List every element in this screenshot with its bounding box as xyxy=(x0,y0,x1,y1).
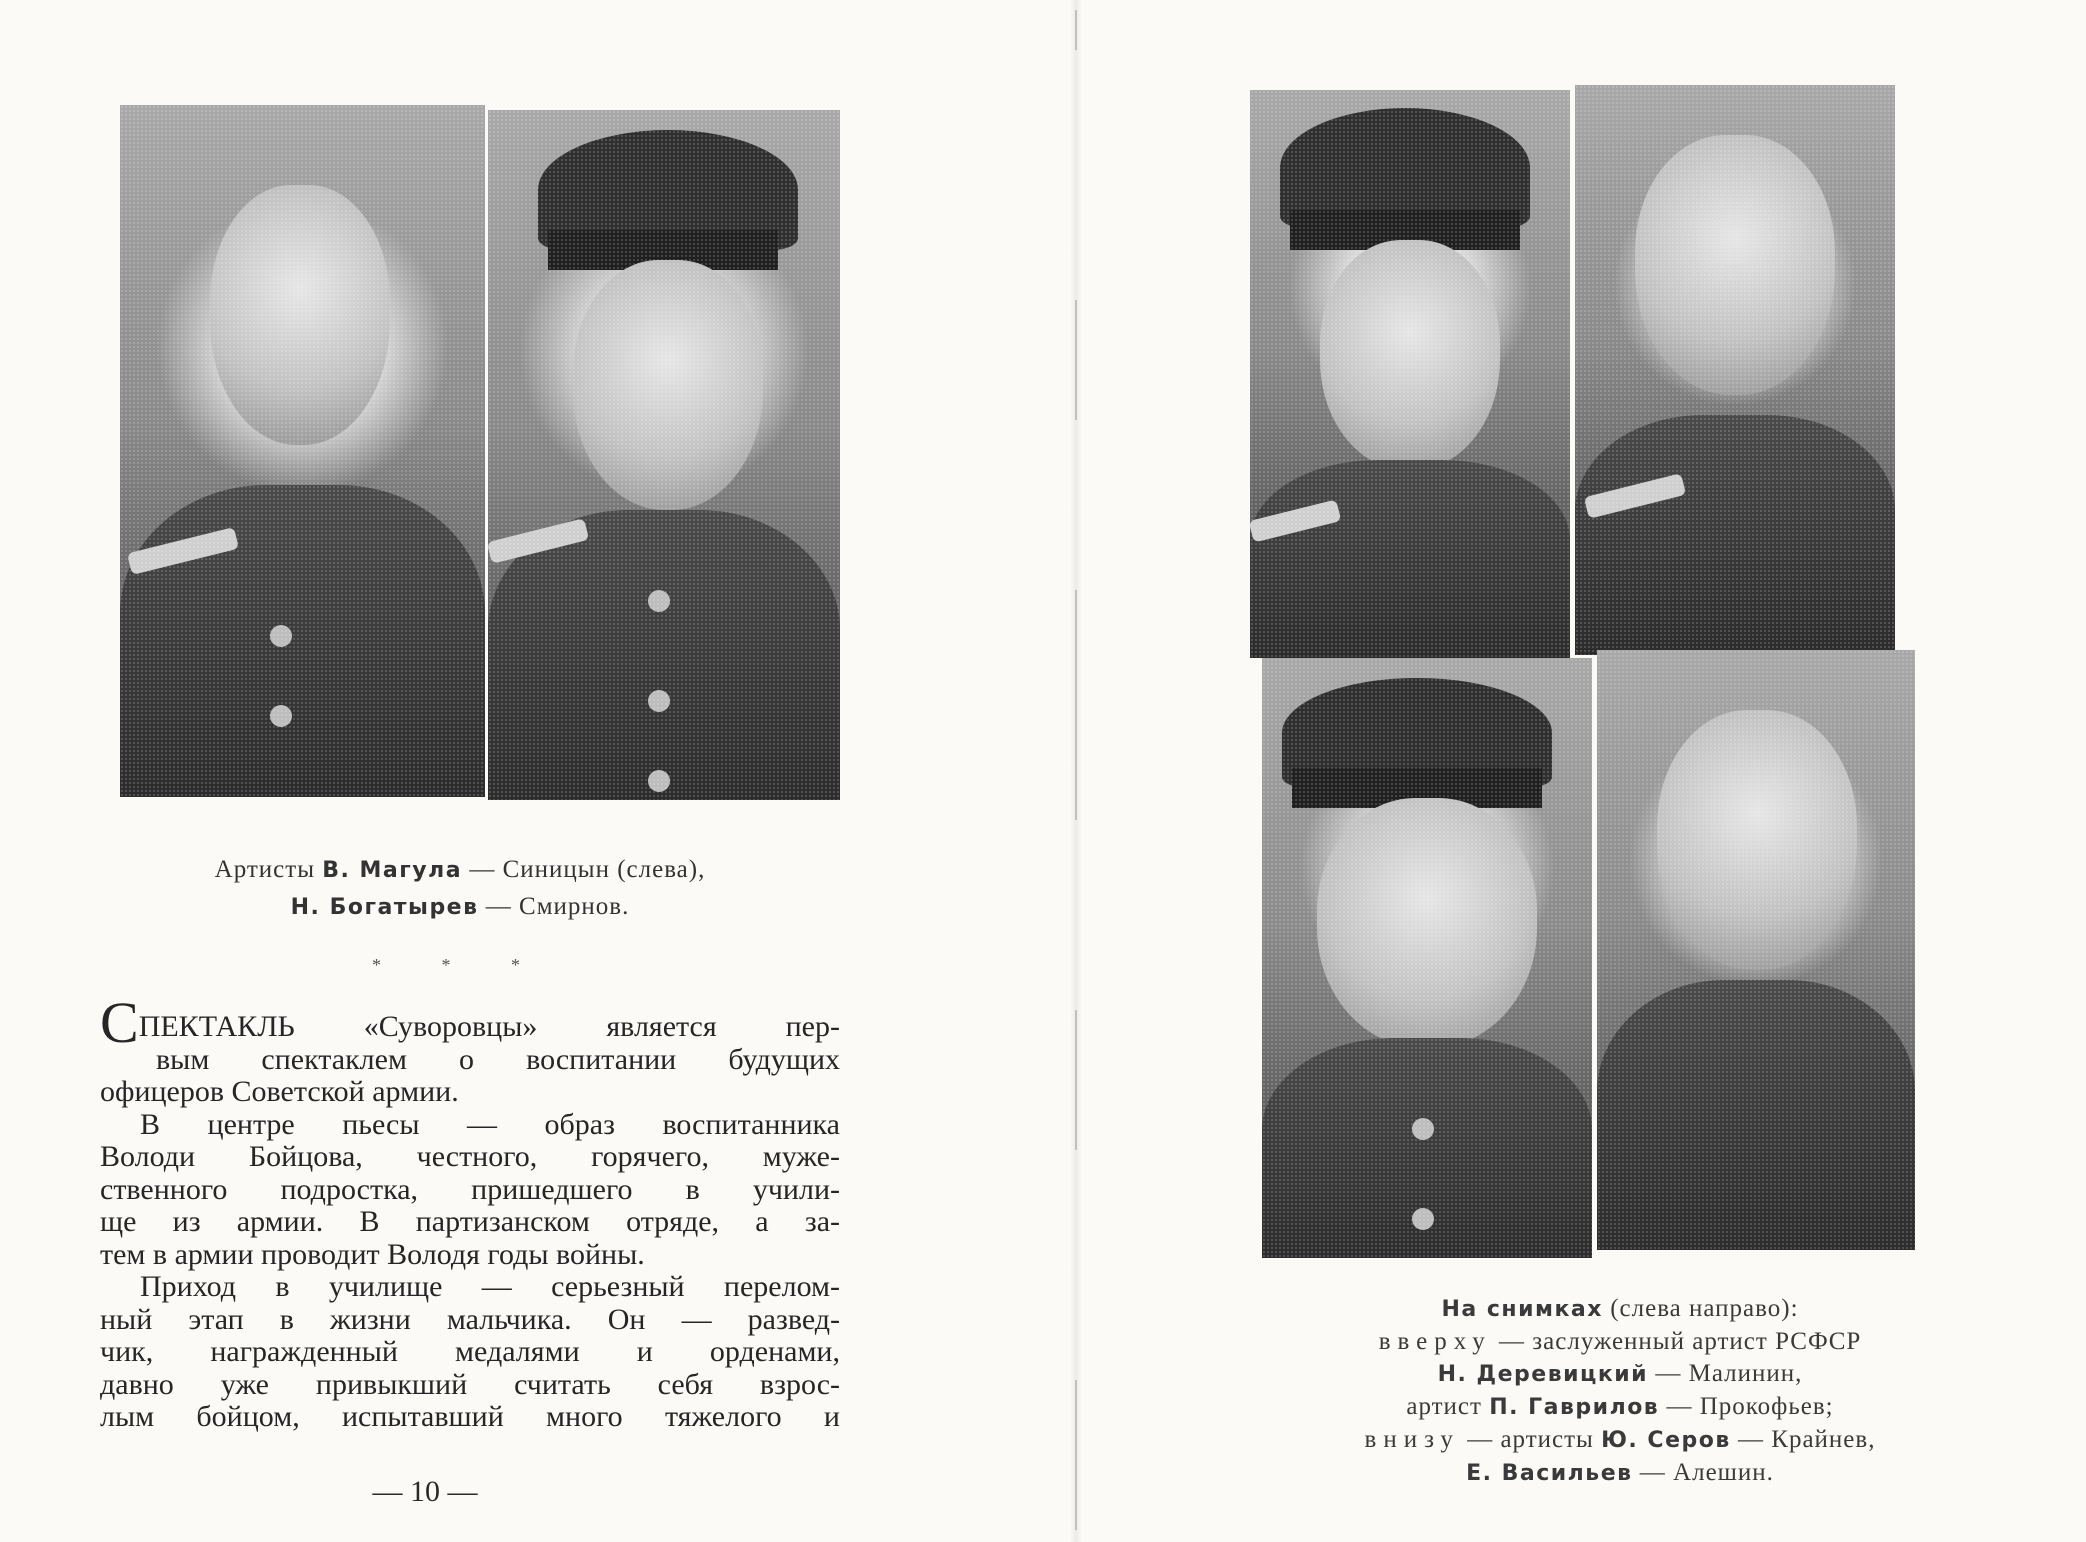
text-line: лым бойцом, испытавший много тяжелого и xyxy=(100,1400,840,1433)
actor-name: В. Магула xyxy=(322,858,463,883)
caption-name-4: Е. Васильев — Алешин. xyxy=(1466,1459,1774,1486)
text-line: СПЕКТАКЛЬ «Суворовцы» является пер- xyxy=(100,990,840,1055)
caption-text: — Смирнов. xyxy=(478,893,630,920)
photo-caption-left xyxy=(100,852,820,926)
page-number: — 10 — xyxy=(372,1475,478,1508)
text-line: ный этап в жизни мальчика. Он — развед- xyxy=(100,1302,840,1336)
text-line: Приход в училище — серьезный перелом- xyxy=(140,1270,840,1303)
text-line: Володи Бойцова, честного, горячего, муже- xyxy=(100,1140,840,1173)
drop-cap: С xyxy=(100,990,139,1055)
text-line: давно уже привыкший считать себя взрос- xyxy=(100,1367,840,1401)
caption-heading: На снимках (слева направо): xyxy=(1441,1295,1799,1322)
fold-mark xyxy=(1075,1010,1077,1150)
article-text xyxy=(100,990,840,1434)
photo-caption-right xyxy=(1200,1293,2040,1490)
photo-gavrilov xyxy=(1575,85,1895,655)
fold-mark xyxy=(1075,1380,1077,1530)
text-line: тем в армии проводит Володя годы войны. xyxy=(100,1237,645,1271)
caption-top-row: вверху — заслуженный артист РСФСР xyxy=(1378,1328,1862,1355)
photo-serov xyxy=(1262,658,1592,1258)
caption-name-1: Н. Деревицкий — Малинин, xyxy=(1437,1360,1803,1387)
photo-magula xyxy=(120,105,485,797)
text-line: офицеров Советской армии. xyxy=(100,1075,459,1108)
text-line: вым спектаклем о воспитании будущих xyxy=(156,1042,840,1076)
actor-name: Н. Богатырев xyxy=(290,895,479,920)
text-line: чик, награжденный медалями и орденами, xyxy=(100,1335,840,1368)
photo-vasiliev xyxy=(1597,650,1915,1250)
section-separator: * * * xyxy=(372,955,548,975)
caption-line-1 xyxy=(100,852,820,889)
caption-text: Артисты xyxy=(214,856,315,883)
text-line: ще из армии. В партизанском отряде, а за- xyxy=(100,1205,840,1238)
caption-text: — Синицын (слева), xyxy=(462,856,706,883)
caption-line-2 xyxy=(100,889,820,926)
photo-bogatyrev xyxy=(488,110,840,800)
fold-mark xyxy=(1075,10,1077,50)
photo-derevitsky xyxy=(1250,90,1570,658)
text-line: В центре пьесы — образ воспитанника xyxy=(140,1107,840,1141)
caption-bottom-row: внизу — артисты Ю. Серов — Крайнев, xyxy=(1364,1426,1876,1453)
caption-name-2: артист П. Гаврилов — Прокофьев; xyxy=(1406,1393,1834,1420)
fold-mark xyxy=(1075,300,1077,420)
fold-mark xyxy=(1075,590,1077,820)
text-line: ственного подростка, пришедшего в учили- xyxy=(100,1172,840,1206)
